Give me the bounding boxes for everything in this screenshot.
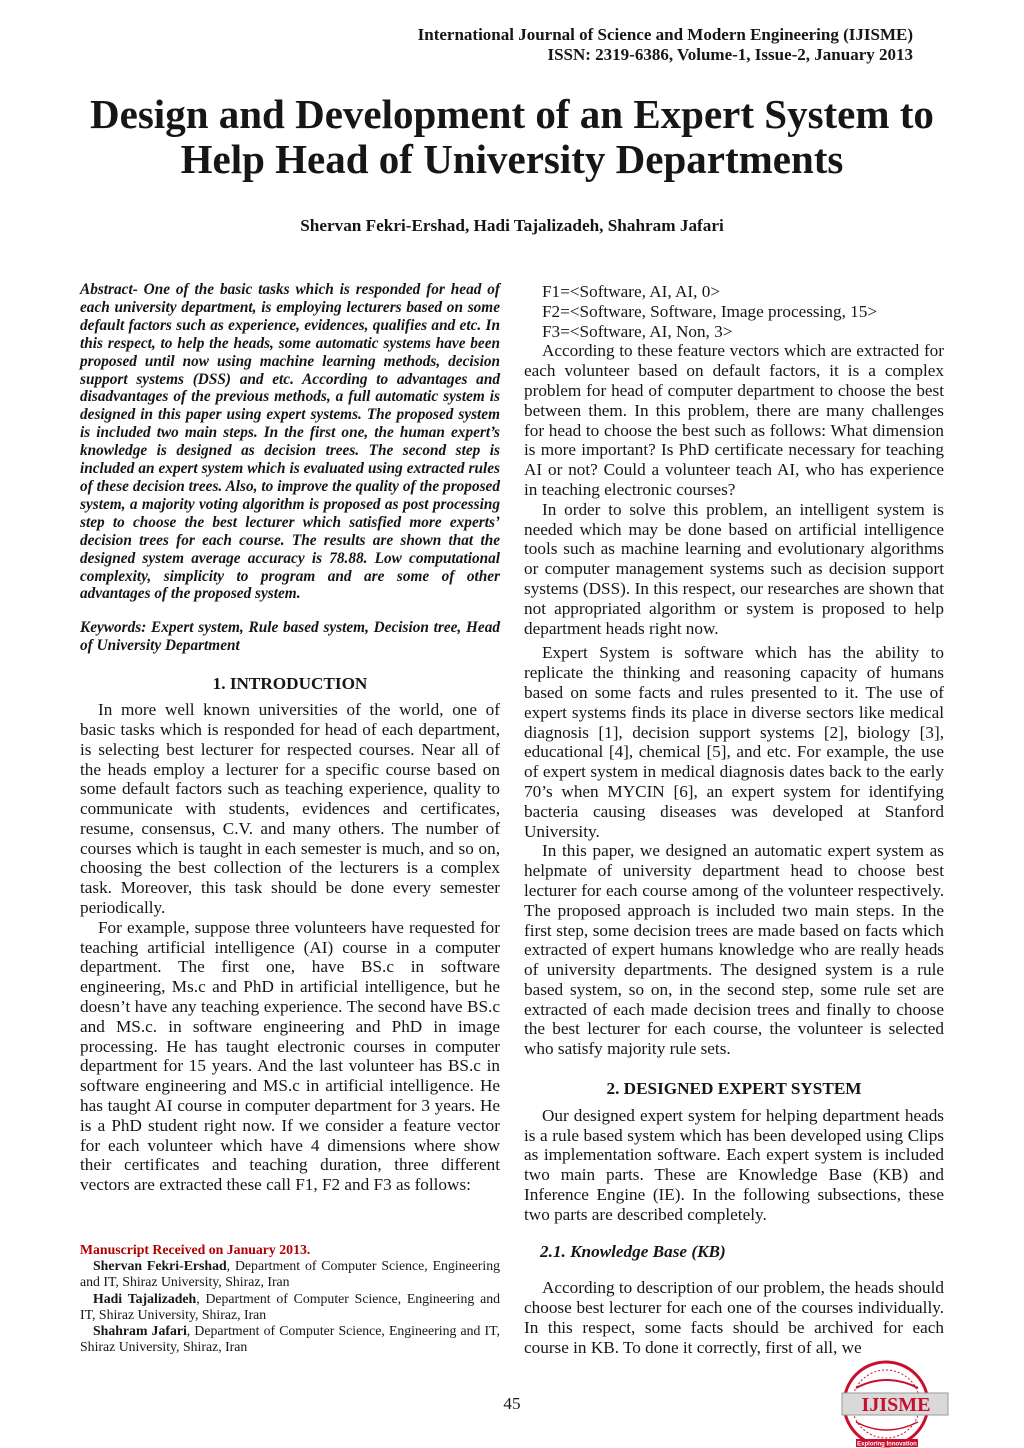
body-paragraph: Expert System is software which has the ability to replicate the thinking and reasoning capacity of humans based on some facts and rules presented to it. The use of expert systems finds its place in diverse sectors like medical diagnosis [1], decision support systems [2], biology [3], educational [4], chemical [5], and etc. For example, the use of expert system in medical diagnosis dates back to the early 70’s when MYCIN [6], an expert system for identifying bacteria causing diseases was developed at Stanford University. xyxy=(524,643,944,841)
feature-vector-f2: F2=<Software, Software, Image processing, 15> xyxy=(542,301,878,321)
ijisme-logo-icon xyxy=(826,1358,950,1448)
footnote-author-name: Shervan Fekri-Ershad xyxy=(93,1258,227,1274)
feature-vector-f1: F1=<Software, AI, AI, 0> xyxy=(542,282,721,301)
intro-paragraph-2: For example, suppose three volunteers have requested for teaching artificial intelligence (AI) course in a computer department. The first one, have BS.c in software engineering, Ms.c and PhD in artificial intelligence, but he doesn’t have any teaching experience. The second have BS.c and MS.c. in software engineering and PhD in image processing. He has taught electronic courses in computer department for 15 years. And the last volunteer has BS.c in software engineering and MS.c in artificial intelligence. He has taught AI course in computer department for 3 years. He is a PhD student right now. If we consider a feature vector for each volunteer which have 4 dimensions where show their certificates and teaching duration, three different vectors are extracted these call F1, F2 and F3 as follows: xyxy=(80,917,500,1195)
footnote-author xyxy=(80,1291,500,1323)
body-paragraph: In order to solve this problem, an intelligent system is needed which may be done based on artificial intelligence tools such as machine learning and evolutionary algorithms or computer management systems such as decision support systems (DSS). In this respect, our researches are shown that not appropriated algorithm or system is proposed to help department heads right now. xyxy=(524,499,944,638)
footnotes xyxy=(80,1242,500,1355)
page-number: 45 xyxy=(503,1394,521,1413)
footnote-author-name: Hadi Tajalizadeh xyxy=(93,1290,197,1306)
section-heading-introduction: 1. INTRODUCTION xyxy=(212,674,368,694)
logo-name: IJISME xyxy=(861,1394,931,1416)
journal-issue: ISSN: 2319-6386, Volume-1, Issue-2, January 2013 xyxy=(547,45,913,64)
subsection-paragraph: According to description of our problem, the heads should choose best lecturer for each one of the courses individually. In this respect, some facts should be archived for each course in KB. To done it correctly, first of all, we xyxy=(524,1278,944,1357)
feature-vector-f3: F3=<Software, AI, Non, 3> xyxy=(542,321,733,341)
manuscript-received: Manuscript Received on January 2013. xyxy=(80,1242,311,1257)
keywords: Keywords: Expert system, Rule based system, Decision tree, Head of University Department xyxy=(80,619,500,655)
footnote-author-affiliation: , Department of Computer Science, Engineering and IT, Shiraz University, Shiraz, Iran xyxy=(80,1258,500,1290)
body-paragraph: In this paper, we designed an automatic expert system as helpmate of university department head to choose best lecturer for each course among of the volunteer respectively. The proposed approach is included two main steps. In the first step, some decision trees are made based on facts which extracted of expert humans knowledge who are really heads of university departments. The designed system is a rule based system, so on, in the second step, some rule set are extracted of each made decision trees and finally to choose the best lecturer for each course, the volunteer is selected who satisfy majority rule sets. xyxy=(524,841,944,1059)
right-column xyxy=(524,282,944,1358)
footnote-author-affiliation: , Department of Computer Science, Engineering and IT, Shiraz University, Shiraz, Iran xyxy=(80,1323,500,1355)
paper-title-line-1: Design and Development of an Expert System to xyxy=(90,91,934,137)
footnote-author xyxy=(80,1323,500,1355)
paper-title-line-2: Help Head of University Departments xyxy=(180,136,844,182)
paper-title xyxy=(0,92,1024,182)
section2-paragraph: Our designed expert system for helping department heads is a rule based system which has been developed using Clips as implementation software. Each expert system is included two main parts. These are Knowledge Base (KB) and Inference Engine (IE). In the following subsections, these two parts are described completely. xyxy=(524,1105,944,1224)
left-column xyxy=(80,281,500,1195)
footnote-author xyxy=(80,1258,500,1290)
journal-header xyxy=(418,25,913,65)
body-paragraph: According to these feature vectors which are extracted for each volunteer based on default factors, it is a complex problem for head of computer department to choose the best between them. In this problem, there are many challenges for head to choose the best such as follows: What dimension is more important? Is PhD certificate necessary for teaching AI or not? Could a volunteer teach AI, who has experience in teaching electronic courses? xyxy=(524,341,944,499)
section-heading-designed-expert-system: 2. DESIGNED EXPERT SYSTEM xyxy=(606,1079,862,1099)
journal-name: International Journal of Science and Modern Engineering (IJISME) xyxy=(417,25,913,44)
intro-paragraph-1: In more well known universities of the world, one of basic tasks which is responded for head of each department, is selecting best lecturer for respected courses. Near all of the heads employ a lecturer for a specific course based on some default factors such as teaching experience, quality to communicate with students, evidences and certificates, resume, consensus, C.V. and many others. The number of courses which is taught in each semester is much, and so on, choosing the best collection of the lecturers is a complex task. Moreover, this task should be done every semester periodically. xyxy=(80,700,500,918)
subsection-heading-knowledge-base: 2.1. Knowledge Base (KB) xyxy=(540,1241,726,1261)
logo-tagline: Exploring Innovation xyxy=(857,1441,917,1448)
footnote-author-affiliation: , Department of Computer Science, Engineering and IT, Shiraz University, Shiraz, Iran xyxy=(80,1290,500,1322)
abstract: Abstract- One of the basic tasks which is responded for head of each university department, is employing lecturers based on some default factors such as experience, evidences, qualifies and etc. In this respect, to help the heads, some automatic systems have been proposed until now using machine learning methods, decision support systems (DSS) and etc. According to advantages and disadvantages of the previous methods, a full automatic system is designed in this paper using expert systems. The proposed system is included two main steps. In the first one, the human expert’s knowledge is designed as decision trees. The second step is included an expert system which is evaluated using extracted rules of these decision trees. Also, to improve the quality of the proposed system, a majority voting algorithm is proposed as post processing step to choose the best lecturer which satisfied more experts’ decision trees for each course. The results are shown that the designed system average accuracy is 78.88. Low computational complexity, simplicity to program and are some of other advantages of the proposed system. xyxy=(80,281,500,603)
author-list: Shervan Fekri-Ershad, Hadi Tajalizadeh, Shahram Jafari xyxy=(300,216,724,235)
footnote-author-name: Shahram Jafari xyxy=(93,1323,187,1339)
